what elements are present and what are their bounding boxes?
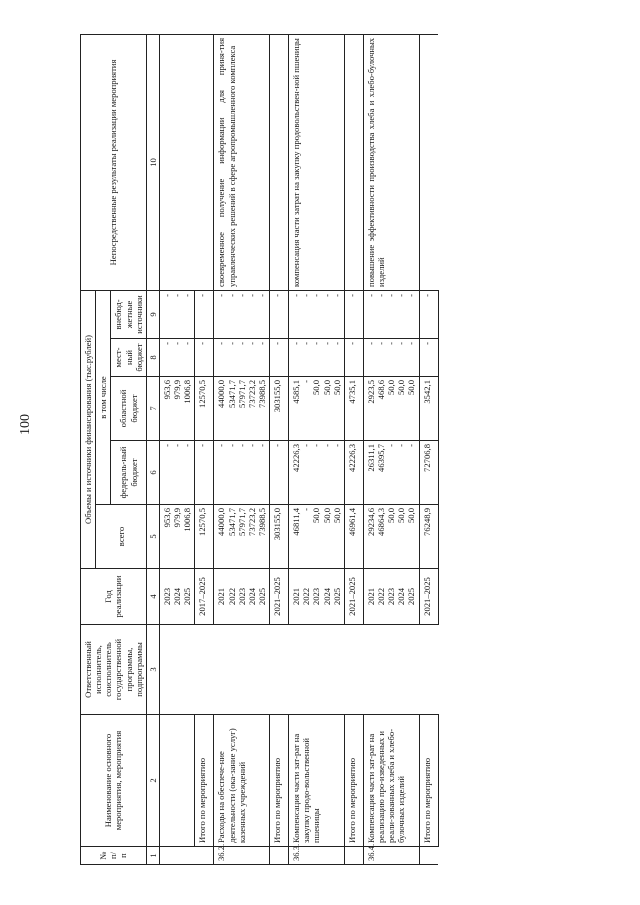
- total-regional: 12570,5: [195, 377, 214, 441]
- activity-result: своевременное получение информации для приня-тия управленческих решений в сфере агропромышленного комплекса: [214, 34, 270, 290]
- amount-value: -: [216, 342, 227, 345]
- amount-value: 50,0: [386, 380, 397, 396]
- amount-value: -: [226, 293, 237, 297]
- total-local: -: [344, 339, 363, 377]
- cell-extra-budget: [289, 290, 345, 338]
- amount-value: -: [406, 293, 417, 297]
- year-value: 2024: [172, 587, 183, 606]
- cell-executor: [270, 625, 289, 715]
- year-value: 2024: [246, 587, 257, 606]
- amount-value: 73988,5: [256, 380, 267, 408]
- total-amount: 303155,0: [270, 505, 289, 569]
- amount-value: -: [331, 444, 342, 447]
- header-results: Непосредственные результаты реализации мероприятия: [81, 34, 147, 290]
- amount-value: 73723,2: [246, 380, 257, 408]
- total-federal: 42226,3: [344, 441, 363, 505]
- cell-result: [159, 34, 194, 290]
- amount-value: -: [256, 342, 267, 345]
- cell-total: [214, 505, 270, 569]
- cell-extra-budget: [214, 290, 270, 338]
- cell-regional: [214, 377, 270, 441]
- activity-result: компенсация части затрат на закупку продовольствен-ной пшеницы: [289, 34, 345, 290]
- amount-value: -: [396, 444, 407, 447]
- year-value: 2024: [321, 587, 332, 606]
- cell-regional: [159, 377, 194, 441]
- total-extra-budget: -: [270, 290, 289, 338]
- amount-value: -: [321, 444, 332, 447]
- amount-value: -: [311, 293, 322, 297]
- amount-value: -: [331, 293, 342, 297]
- cell-federal: [214, 441, 270, 505]
- amount-value: 73988,5: [256, 508, 267, 536]
- amount-value: 50,0: [406, 380, 417, 396]
- amount-value: 46864,3: [375, 508, 386, 536]
- amount-value: 468,6: [375, 380, 386, 400]
- amount-value: 44000,0: [216, 380, 227, 408]
- cell-executor: [289, 625, 345, 715]
- amount-value: -: [246, 293, 257, 297]
- total-regional: 3542,1: [419, 377, 438, 441]
- cell-executor: [159, 625, 194, 715]
- amount-value: -: [182, 293, 193, 297]
- amount-value: -: [386, 342, 397, 345]
- cell-years: [363, 569, 419, 625]
- amount-value: 50,0: [406, 508, 417, 524]
- amount-value: 50,0: [396, 380, 407, 396]
- cell-result: [195, 34, 214, 290]
- amount-value: -: [321, 342, 332, 345]
- amount-value: -: [256, 293, 267, 297]
- cell-local: [289, 339, 345, 377]
- total-amount: 76248,9: [419, 505, 438, 569]
- amount-value: -: [226, 444, 237, 447]
- amount-value: 50,0: [321, 380, 332, 396]
- amount-value: -: [406, 444, 417, 447]
- amount-value: 50,0: [331, 380, 342, 396]
- amount-value: -: [365, 342, 376, 345]
- total-local: -: [195, 339, 214, 377]
- amount-value: -: [182, 444, 193, 447]
- cell-executor: [195, 625, 214, 715]
- amount-value: -: [301, 508, 312, 511]
- total-label: Итого по мероприятию: [419, 715, 438, 847]
- amount-value: 46811,4: [291, 508, 302, 536]
- header-local: мест-ный бюджет: [111, 339, 146, 377]
- amount-value: 953,6: [161, 380, 172, 400]
- cell-years: [214, 569, 270, 625]
- amount-value: -: [256, 444, 267, 447]
- amount-value: 50,0: [396, 508, 407, 524]
- cell-years: [289, 569, 345, 625]
- header-number: № п/п: [81, 847, 147, 865]
- amount-value: 4585,1: [291, 380, 302, 404]
- cell-result: [419, 34, 438, 290]
- year-value: 2023: [236, 587, 247, 606]
- cell-number: [419, 847, 438, 865]
- continued-years-row: [159, 34, 194, 864]
- amount-value: -: [321, 293, 332, 297]
- amount-value: 50,0: [311, 508, 322, 524]
- amount-value: 2923,5: [365, 380, 376, 404]
- amount-value: -: [365, 293, 376, 297]
- page-number: 100: [18, 414, 33, 435]
- cell-local: [214, 339, 270, 377]
- amount-value: 44000,0: [216, 508, 227, 536]
- total-regional: 303155,0: [270, 377, 289, 441]
- amount-value: -: [301, 444, 312, 447]
- total-local: -: [419, 339, 438, 377]
- year-value: 2023: [161, 587, 172, 606]
- year-value: 2021: [291, 587, 302, 606]
- header-funding-group: Объемы и источники финансирования (тыс.рублей): [81, 290, 96, 568]
- total-row: [270, 34, 289, 864]
- amount-value: -: [375, 342, 386, 345]
- amount-value: 73723,2: [246, 508, 257, 536]
- amount-value: 50,0: [386, 508, 397, 524]
- year-value: 2022: [301, 587, 312, 606]
- cell-regional: [289, 377, 345, 441]
- cell-activity-name: [159, 715, 194, 847]
- total-period: 2021–2025: [419, 569, 438, 625]
- amount-value: -: [301, 380, 312, 383]
- cell-executor: [419, 625, 438, 715]
- total-label: Итого по мероприятию: [270, 715, 289, 847]
- year-value: 2023: [311, 587, 322, 606]
- cell-total: [363, 505, 419, 569]
- amount-value: 50,0: [311, 380, 322, 396]
- total-label: Итого по мероприятию: [195, 715, 214, 847]
- amount-value: -: [161, 293, 172, 297]
- amount-value: 53471,7: [226, 508, 237, 536]
- amount-value: 1006,8: [182, 508, 193, 532]
- amount-value: 1006,8: [182, 380, 193, 404]
- amount-value: -: [172, 342, 183, 345]
- amount-value: 29234,6: [365, 508, 376, 536]
- cell-number: [195, 847, 214, 865]
- activity-row: [289, 34, 345, 864]
- amount-value: 50,0: [321, 508, 332, 524]
- column-number: 8: [146, 339, 159, 377]
- activity-row: [214, 34, 270, 864]
- amount-value: -: [182, 342, 193, 345]
- cell-federal: [159, 441, 194, 505]
- cell-extra-budget: [363, 290, 419, 338]
- year-value: 2024: [396, 587, 407, 606]
- total-period: 2021–2025: [344, 569, 363, 625]
- column-number: 5: [146, 505, 159, 569]
- amount-value: 979,9: [172, 508, 183, 528]
- activity-number: 36.3.: [289, 847, 345, 865]
- column-number: 9: [146, 290, 159, 338]
- amount-value: -: [375, 293, 386, 297]
- column-number: 10: [146, 34, 159, 290]
- amount-value: -: [301, 342, 312, 345]
- column-number: 4: [146, 569, 159, 625]
- amount-value: 53471,7: [226, 380, 237, 408]
- header-executor: Ответственный исполнитель, соисполнитель государственной программы, подпрограммы: [81, 625, 147, 715]
- total-row: [344, 34, 363, 864]
- column-number: 6: [146, 441, 159, 505]
- total-row: [195, 34, 214, 864]
- total-federal: 72706,8: [419, 441, 438, 505]
- year-value: 2021: [216, 587, 227, 606]
- table-header: [81, 34, 160, 864]
- header-year: Год реализации: [81, 569, 147, 625]
- cell-local: [159, 339, 194, 377]
- amount-value: 979,9: [172, 380, 183, 400]
- amount-value: -: [161, 444, 172, 447]
- activity-number: 36.4.: [363, 847, 419, 865]
- total-federal: -: [270, 441, 289, 505]
- cell-result: [270, 34, 289, 290]
- amount-value: -: [311, 444, 322, 447]
- column-number: 2: [146, 715, 159, 847]
- year-value: 2025: [406, 587, 417, 606]
- cell-total: [289, 505, 345, 569]
- column-numbers-row: [146, 34, 159, 864]
- amount-value: -: [331, 342, 342, 345]
- header-activity-name: Наименование основного мероприятия, мероприятия: [81, 715, 147, 847]
- amount-value: -: [161, 342, 172, 345]
- amount-value: -: [236, 444, 247, 447]
- header-extra-budget: внебюд-жетные источники: [111, 290, 146, 338]
- header-federal: федераль-ный бюджет: [111, 441, 146, 505]
- cell-number: [344, 847, 363, 865]
- amount-value: -: [216, 444, 227, 447]
- total-federal: -: [195, 441, 214, 505]
- amount-value: -: [311, 342, 322, 345]
- activity-result: повышение эффективности производства хлеба и хлебо-булочных изделий: [363, 34, 419, 290]
- amount-value: 57971,7: [236, 508, 247, 536]
- table-body: [159, 34, 438, 864]
- activity-name: Компенсация части зат-рат на реализацию про-изведенных и реали-зованных хлеба и хлебо-булочных изделий: [363, 715, 419, 847]
- total-amount: 12570,5: [195, 505, 214, 569]
- cell-federal: [363, 441, 419, 505]
- activity-number: 36.2.: [214, 847, 270, 865]
- amount-value: -: [216, 293, 227, 297]
- rotated-page: [80, 35, 640, 865]
- cell-number: [270, 847, 289, 865]
- header-total: всего: [96, 505, 147, 569]
- total-row: [419, 34, 438, 864]
- activity-name: Расходы на обеспече-ние деятельности (ока-зание услуг) казенных учреждений: [214, 715, 270, 847]
- total-amount: 46961,4: [344, 505, 363, 569]
- total-period: 2021–2025: [270, 569, 289, 625]
- amount-value: -: [406, 342, 417, 345]
- total-period: 2017–2025: [195, 569, 214, 625]
- cell-number: [159, 847, 194, 865]
- year-value: 2023: [386, 587, 397, 606]
- amount-value: -: [386, 444, 397, 447]
- cell-local: [363, 339, 419, 377]
- total-extra-budget: -: [344, 290, 363, 338]
- amount-value: -: [386, 293, 397, 297]
- amount-value: 46395,7: [375, 444, 386, 472]
- amount-value: -: [236, 342, 247, 345]
- cell-total: [159, 505, 194, 569]
- cell-executor: [344, 625, 363, 715]
- year-value: 2025: [331, 587, 342, 606]
- amount-value: 50,0: [331, 508, 342, 524]
- amount-value: -: [396, 293, 407, 297]
- amount-value: 57971,7: [236, 380, 247, 408]
- cell-executor: [214, 625, 270, 715]
- column-number: 1: [146, 847, 159, 865]
- amount-value: -: [172, 293, 183, 297]
- amount-value: -: [226, 342, 237, 345]
- amount-value: -: [246, 342, 257, 345]
- amount-value: -: [396, 342, 407, 345]
- year-value: 2025: [256, 587, 267, 606]
- cell-executor: [363, 625, 419, 715]
- cell-regional: [363, 377, 419, 441]
- program-funding-table: [80, 34, 439, 865]
- cell-result: [344, 34, 363, 290]
- amount-value: 26311,1: [365, 444, 376, 472]
- amount-value: 42226,3: [291, 444, 302, 472]
- amount-value: -: [301, 293, 312, 297]
- activity-name: Компенсация части зат-рат на закупку продо-вольственной пшеницы: [289, 715, 345, 847]
- year-value: 2022: [226, 587, 237, 606]
- header-regional: областной бюджет: [111, 377, 146, 441]
- amount-value: -: [291, 342, 302, 345]
- column-number: 3: [146, 625, 159, 715]
- year-value: 2022: [375, 587, 386, 606]
- cell-years: [159, 569, 194, 625]
- total-extra-budget: -: [195, 290, 214, 338]
- amount-value: -: [246, 444, 257, 447]
- year-value: 2025: [182, 587, 193, 606]
- total-regional: 4735,1: [344, 377, 363, 441]
- amount-value: -: [236, 293, 247, 297]
- year-value: 2021: [365, 587, 376, 606]
- amount-value: 953,6: [161, 508, 172, 528]
- total-label: Итого по мероприятию: [344, 715, 363, 847]
- column-number: 7: [146, 377, 159, 441]
- total-extra-budget: -: [419, 290, 438, 338]
- total-local: -: [270, 339, 289, 377]
- header-including: в том числе: [96, 290, 111, 504]
- amount-value: -: [291, 293, 302, 297]
- cell-extra-budget: [159, 290, 194, 338]
- cell-federal: [289, 441, 345, 505]
- activity-row: [363, 34, 419, 864]
- amount-value: -: [172, 444, 183, 447]
